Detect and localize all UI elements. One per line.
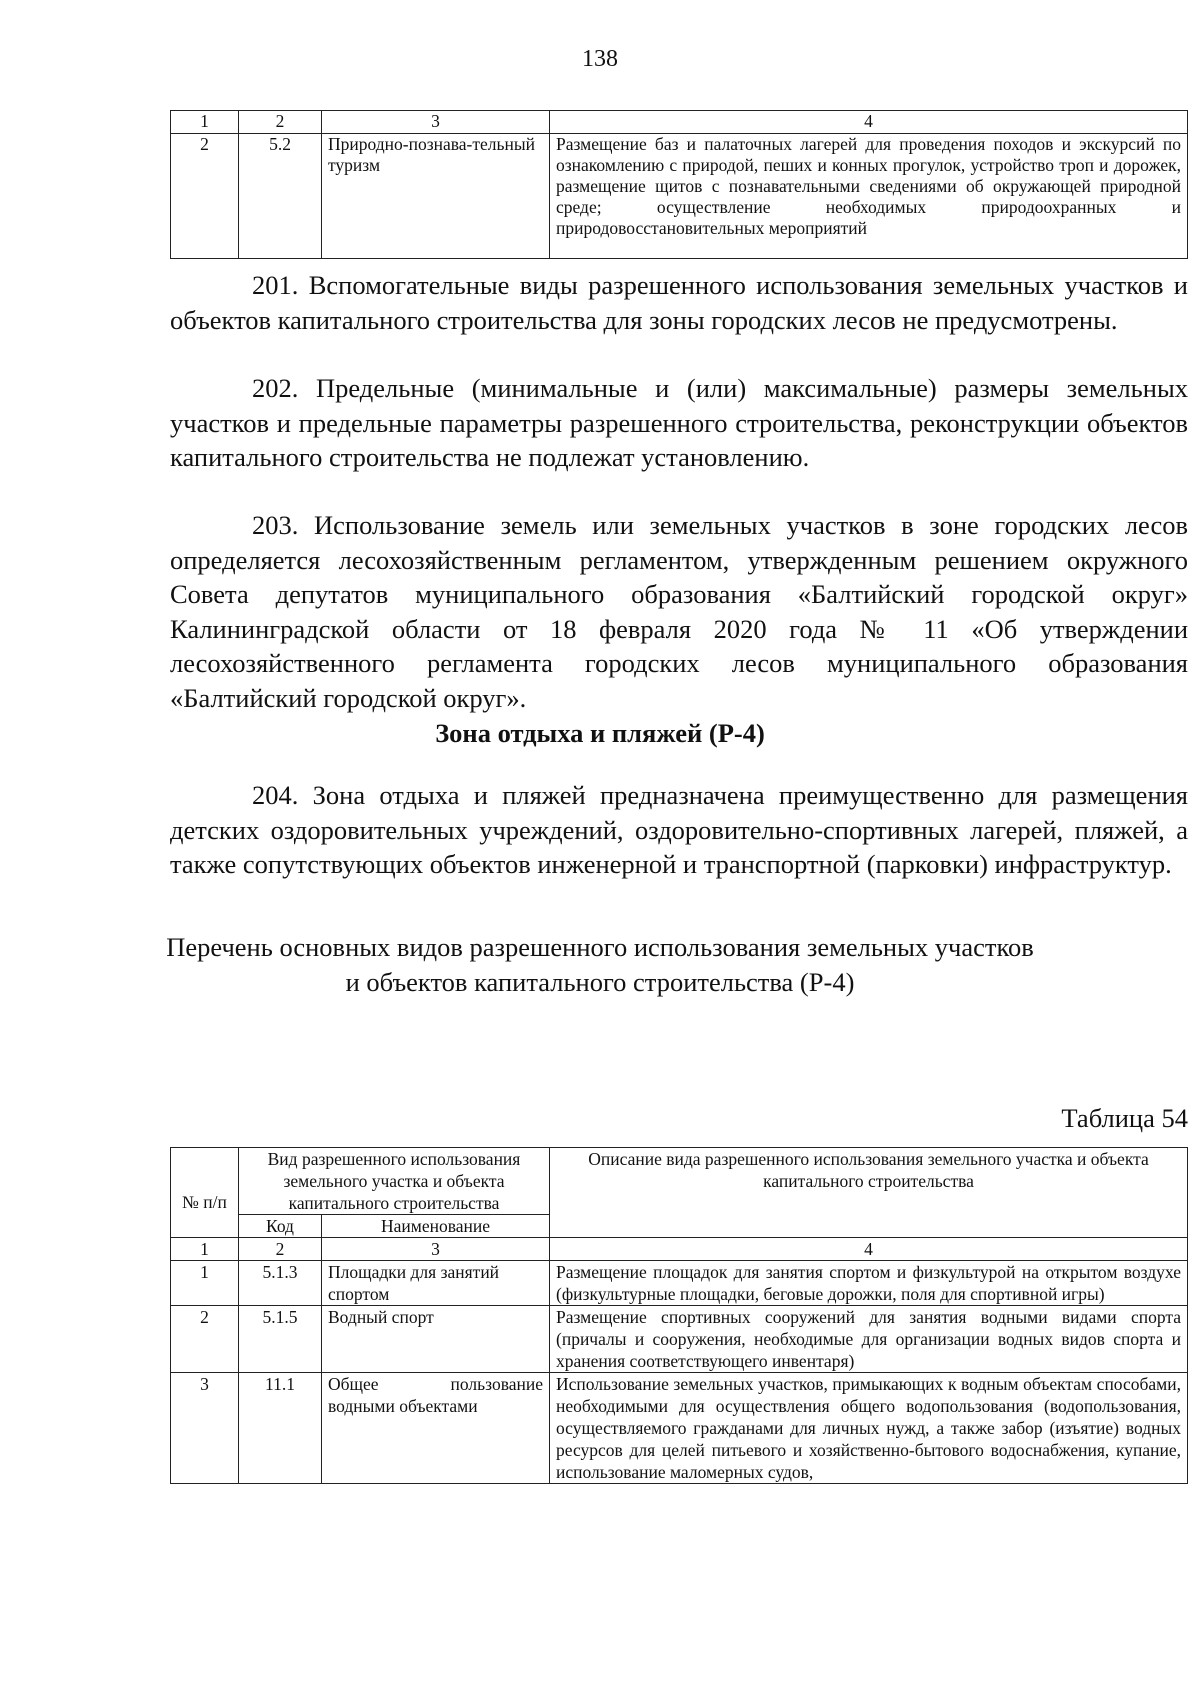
row-description: Размещение спортивных сооружений для занятия водными видами спорта (причалы и сооружения, необходимые для организации водных видов спорта и хранения соответствующего инвентаря)	[550, 1306, 1188, 1373]
page-number: 138	[582, 46, 618, 72]
header-group: Вид разрешенного использования земельного участка и объекта капитального строительства	[239, 1148, 550, 1215]
row-description: Использование земельных участков, примыкающих к водным объектам способами, необходимыми для осуществления общего водопользования (водопользования, осуществляемого гражданами для личных нужд, а также забор (изъятие) водных ресурсов для целей питьевого и хозяйственно-бытового водоснабжения, купание, использование маломерных судов,	[550, 1373, 1188, 1484]
header-code: Код	[239, 1215, 322, 1238]
table-number: Таблица 54	[1061, 1103, 1188, 1133]
paragraph-text: 204. Зона отдыха и пляжей предназначена преимущественно для размещения детских оздоровительных учреждений, оздоровительно-спортивных лагерей, пляжей, а также сопутствующих объектов инженерной и транспортной (парковки) инфраструктур.	[170, 780, 1188, 879]
col-number: 1	[171, 111, 239, 134]
col-number: 2	[239, 111, 322, 134]
table-colnum-row	[171, 1238, 1188, 1261]
table-row	[171, 1373, 1188, 1484]
header-name: Наименование	[322, 1215, 550, 1238]
paragraph-text: 201. Вспомогательные виды разрешенного использования земельных участков и объектов капитального строительства для зоны городских лесов не предусмотрены.	[170, 270, 1188, 335]
row-name: Природно-познава-тельный туризм	[322, 134, 550, 259]
col-number: 3	[322, 111, 550, 134]
table-header-row	[171, 111, 1188, 134]
header-description: Описание вида разрешенного использования земельного участка и объекта капитального строительства	[550, 1148, 1188, 1238]
row-code: 11.1	[239, 1373, 322, 1484]
col-number: 3	[322, 1238, 550, 1261]
col-number: 4	[550, 1238, 1188, 1261]
table-header-row	[171, 1148, 1188, 1215]
row-name: Площадки для занятий спортом	[322, 1261, 550, 1306]
header-num: № п/п	[171, 1148, 239, 1238]
row-num: 3	[171, 1373, 239, 1484]
uses-table	[170, 1147, 1188, 1484]
row-num: 1	[171, 1261, 239, 1306]
col-number: 4	[550, 111, 1188, 134]
row-description: Размещение баз и палаточных лагерей для проведения походов и экскурсий по ознакомлению с природой, пеших и конных прогулок, устройство троп и дорожек, размещение щитов с познавательными сведениями об окружающей природной среде; осуществление необходимых природоохранных и природовосстановительных мероприятий	[550, 134, 1188, 259]
table-row	[171, 134, 1188, 259]
table-caption-line: Перечень основных видов разрешенного использования земельных участков	[166, 932, 1034, 962]
row-num: 2	[171, 1306, 239, 1373]
paragraph-202	[170, 371, 1188, 475]
row-num: 2	[171, 134, 239, 259]
continued-table	[170, 110, 1188, 259]
table-row	[171, 1261, 1188, 1306]
row-code: 5.2	[239, 134, 322, 259]
row-description: Размещение площадок для занятия спортом и физкультурой на открытом воздухе (физкультурные площадки, беговые дорожки, поля для спортивной игры)	[550, 1261, 1188, 1306]
row-code: 5.1.3	[239, 1261, 322, 1306]
paragraph-text: 202. Предельные (минимальные и (или) максимальные) размеры земельных участков и предельные параметры разрешенного строительства, реконструкции объектов капитального строительства не подлежат установлению.	[170, 373, 1188, 472]
paragraph-201	[170, 268, 1188, 337]
paragraph-204	[170, 778, 1188, 882]
section-heading: Зона отдыха и пляжей (Р-4)	[435, 718, 765, 748]
row-name: Водный спорт	[322, 1306, 550, 1373]
col-number: 2	[239, 1238, 322, 1261]
col-number: 1	[171, 1238, 239, 1261]
paragraph-203	[170, 508, 1188, 715]
row-code: 5.1.5	[239, 1306, 322, 1373]
paragraph-text: 203. Использование земель или земельных участков в зоне городских лесов определяется лесохозяйственным регламентом, утвержденным решением окружного Совета депутатов муниципального образования «Балтийский городской округ» Калининградской области от 18 февраля 2020 года № 11 «Об утверждении лесохозяйственного регламента городских лесов муниципального образования «Балтийский городской округ».	[170, 510, 1188, 713]
row-name: Общее пользование водными объектами	[322, 1373, 550, 1484]
table-caption	[0, 930, 1200, 1000]
table-row	[171, 1306, 1188, 1373]
table-caption-line: и объектов капитального строительства (Р-4)	[345, 967, 855, 997]
